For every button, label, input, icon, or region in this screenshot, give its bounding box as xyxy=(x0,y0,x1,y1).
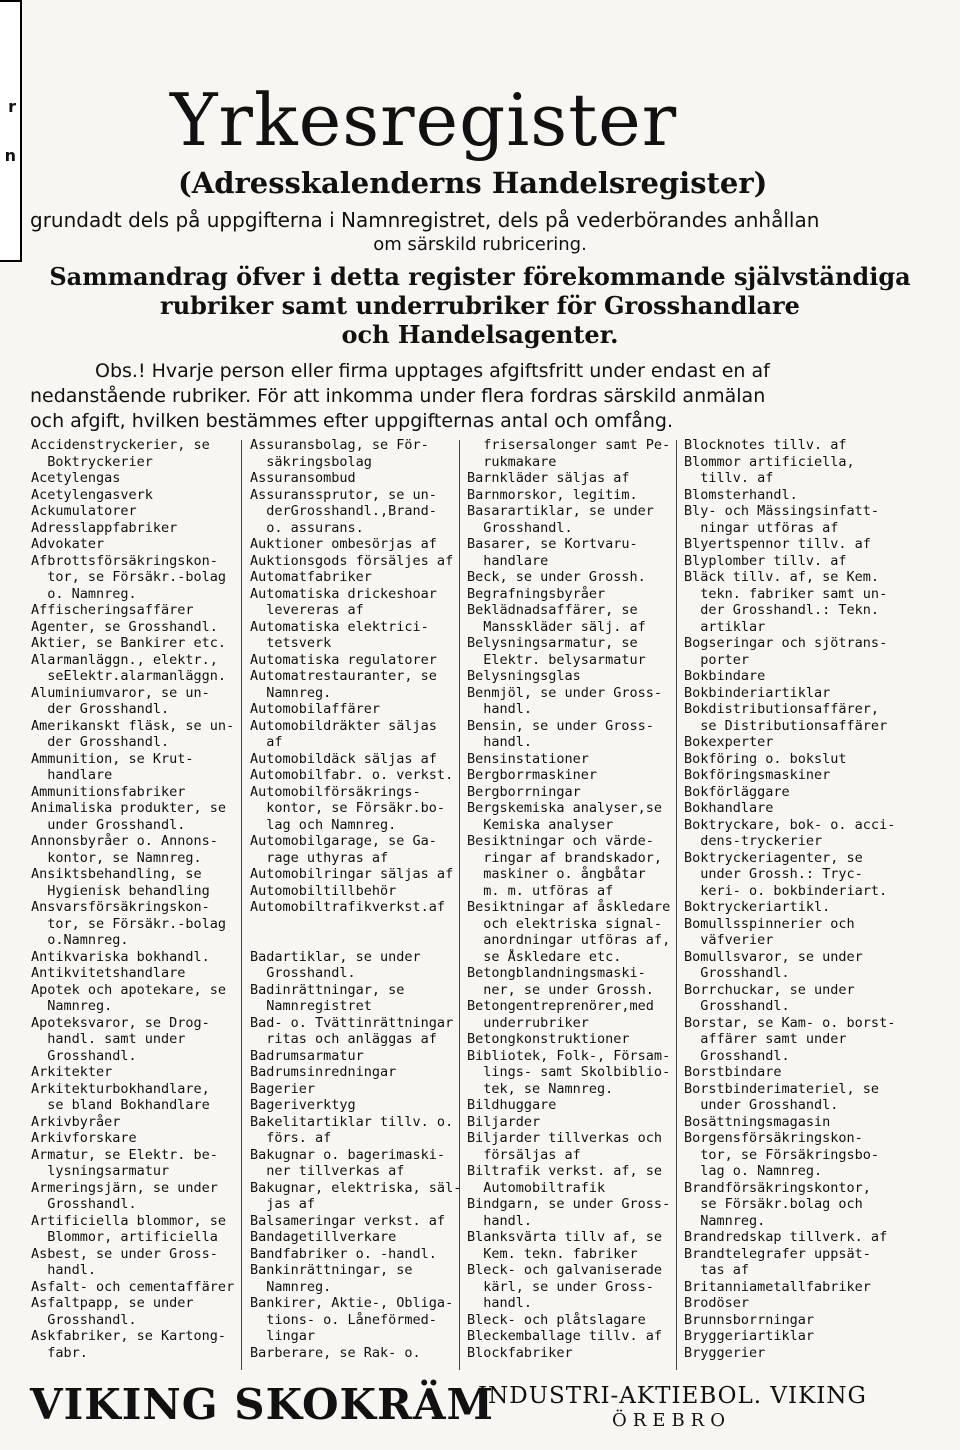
register-entry-line: Bläck tillv. af, se Kem. xyxy=(684,569,880,585)
register-entry-line: Badartiklar, se under xyxy=(250,948,421,965)
register-entry-line: se Åskledare etc. xyxy=(467,948,622,965)
register-entry-line: Basarer, se Kortvaru- xyxy=(467,536,638,552)
register-entry-line: Armeringsjärn, se under xyxy=(31,1179,218,1196)
register-entry-line: Automatrestauranter, se xyxy=(250,668,437,684)
register-entry-line: Brandförsäkringskontor, xyxy=(684,1179,871,1196)
register-entry-line: se Försäkr.bolag och xyxy=(684,1196,863,1212)
register-entry-line: Bokföringsmaskiner xyxy=(684,767,831,783)
obs-line-3: och afgift, hvilken bestämmes efter uppgifternas antal och omfång. xyxy=(30,410,674,432)
register-entry-line: Bakelitartiklar tillv. o. xyxy=(250,1113,454,1130)
register-entry-line: handl. xyxy=(467,734,533,750)
summary-line-1: Sammandrag öfver i detta register förekommande självständiga xyxy=(49,262,911,291)
register-entry-line: Asbest, se under Gross- xyxy=(31,1245,218,1262)
register-entry-line: Asfalt- och cementaffärer xyxy=(31,1278,235,1295)
register-entry-line: Blockfabriker xyxy=(467,1344,573,1361)
register-entry-line: handl. xyxy=(467,1212,533,1229)
register-entry-line: Antikvariska bokhandl. xyxy=(31,948,210,965)
register-entry-line: Bergborrningar xyxy=(467,783,581,800)
register-entry-line: se bland Bokhandlare xyxy=(31,1097,210,1113)
register-entry-line: tor, se Försäkringsbo- xyxy=(684,1146,880,1163)
intro-line-2: om särskild rubricering. xyxy=(373,234,587,255)
register-entry-line: Bryggerier xyxy=(684,1344,766,1361)
register-entry-line: Automatiska elektrici- xyxy=(250,618,429,635)
register-entry-line: tor, se Försäkr.-bolag xyxy=(31,915,227,932)
register-entry-line: ringar af brandskador, xyxy=(467,849,663,866)
register-entry-line: Grosshandl. xyxy=(684,1047,790,1064)
register-entry-line: maskiner o. ångbåtar xyxy=(467,866,646,882)
register-entry-line: Brandredskap tillverk. af xyxy=(684,1229,888,1245)
register-entry-line: Bosättningsmagasin xyxy=(684,1113,831,1130)
register-entry-line: Namnregistret xyxy=(250,998,372,1014)
register-entry-line: Bergskemiska analyser,se xyxy=(467,800,663,816)
register-entry-line: Mansskläder sälj. af xyxy=(467,618,646,635)
register-entry-line: Advokater xyxy=(31,536,105,552)
register-entry-line: Bokföring o. bokslut xyxy=(684,750,847,767)
register-entry-line: Assuransbolag, se För- xyxy=(250,437,429,453)
advertisement-brand: VIKING SKOKRÄM xyxy=(30,1380,495,1429)
register-entry-line: Annonsbyråer o. Annons- xyxy=(31,833,218,849)
register-entry-line: under Grosshandl. xyxy=(684,1097,839,1113)
side-tab-letter-2: n xyxy=(4,146,16,165)
register-entry-line: Borstbindare xyxy=(684,1064,782,1080)
register-entry-line: artiklar xyxy=(684,618,766,635)
register-entry-line: kontor, se Försäkr.bo- xyxy=(250,800,446,816)
register-entry-line: ningar utföras af xyxy=(684,519,839,536)
register-entry-line: Grosshandl. xyxy=(467,519,573,536)
register-entry-line: Boktryckare, bok- o. acci- xyxy=(684,816,896,833)
register-entry-line: Ammunition, se Krut- xyxy=(31,750,194,767)
register-entry-line: handl. xyxy=(467,1295,533,1311)
register-entry-line: Badrumsinredningar xyxy=(250,1064,397,1080)
register-entry-line: lings- samt Skolbiblio- xyxy=(467,1064,671,1080)
register-entry-line: ner, se under Grossh. xyxy=(467,981,654,998)
register-entry-line: Bleckemballage tillv. af xyxy=(467,1328,663,1344)
register-entry-line: Bankinrättningar, se xyxy=(250,1262,413,1278)
register-entry-line: Automatiska regulatorer xyxy=(250,651,437,668)
register-entry-line: och elektriska signal- xyxy=(467,915,663,932)
register-entry-line: Betongblandningsmaski- xyxy=(467,965,646,981)
register-entry-line: Bagerier xyxy=(250,1080,316,1097)
register-entry-line: Bensin, se under Gross- xyxy=(467,717,654,734)
side-tab xyxy=(0,0,22,262)
register-entry-line: Bogseringar och sjötrans- xyxy=(684,635,888,651)
register-entry-line: lag och Namnreg. xyxy=(250,816,397,833)
register-entry-line: Apoteksvaror, se Drog- xyxy=(31,1014,210,1031)
register-entry-line: Bageriverktyg xyxy=(250,1097,356,1113)
register-column-3 xyxy=(467,437,682,1361)
register-entry-line: Bindgarn, se under Gross- xyxy=(467,1196,671,1212)
register-entry-line: Bokbindare xyxy=(684,668,766,684)
obs-line-1: Obs.! Hvarje person eller firma upptages afgiftsfritt under endast en af xyxy=(95,360,770,382)
register-entry-line: Bokhandlare xyxy=(684,800,774,816)
register-entry-line: af xyxy=(250,734,283,750)
register-entry-line: Kemiska analyser xyxy=(467,816,614,833)
register-entry-line: tekn. fabriker samt un- xyxy=(684,585,888,602)
register-entry-line: Aluminiumvaror, se un- xyxy=(31,684,210,701)
register-column-2 xyxy=(250,437,465,1361)
register-entry-line: Grosshandl. xyxy=(31,1047,137,1064)
register-entry-line: Badinrättningar, se xyxy=(250,981,405,998)
register-entry-line: frisersalonger samt Pe- xyxy=(467,437,671,453)
register-entry-line: Besiktningar och värde- xyxy=(467,833,654,849)
register-entry-line: under Grossh.: Tryc- xyxy=(684,866,863,882)
register-entry-line: m. m. utföras af xyxy=(467,882,614,899)
register-entry-line: Borstbinderimateriel, se xyxy=(684,1080,880,1097)
register-entry-line: affärer samt under xyxy=(684,1031,847,1047)
register-entry-line: Balsameringar verkst. af xyxy=(250,1212,446,1229)
register-entry-line: o.Namnreg. xyxy=(31,932,129,948)
register-entry-line: Benmjöl, se under Gross- xyxy=(467,684,663,701)
register-entry-line: jas af xyxy=(250,1196,316,1212)
summary-line-3: och Handelsagenter. xyxy=(341,320,619,349)
register-entry-line: Automobiltrafikverkst.af xyxy=(250,899,446,915)
register-entry-line: Bly- och Mässingsinfatt- xyxy=(684,503,880,519)
register-entry-line: Bokdistributionsaffärer, xyxy=(684,701,880,717)
register-entry-line: Arkivforskare xyxy=(31,1130,137,1146)
register-entry-line: fabr. xyxy=(31,1344,88,1361)
register-entry-line: keri- o. bokbinderiart. xyxy=(684,882,888,899)
register-entry-line: Acetylengas xyxy=(31,470,121,486)
register-entry-line: kontor, se Namnreg. xyxy=(31,849,202,866)
register-entry-line: Britanniametallfabriker xyxy=(684,1278,871,1295)
register-entry-line: Bleck- och galvaniserade xyxy=(467,1262,663,1278)
register-entry-line: handl. xyxy=(467,701,533,717)
register-entry-line: Beck, se under Grossh. xyxy=(467,569,646,585)
register-entry-line: Blocknotes tillv. af xyxy=(684,437,847,453)
register-entry-line: Brodöser xyxy=(684,1295,750,1311)
register-entry-line: seElektr.alarmanläggn. xyxy=(31,668,227,684)
register-entry-line: dens-tryckerier xyxy=(684,833,823,849)
register-entry-line: Besiktningar af åskledare xyxy=(467,899,671,915)
register-entry-line: o. assurans. xyxy=(250,519,364,536)
register-entry-line: Arkitekturbokhandlare, xyxy=(31,1080,210,1097)
register-entry-line: Apotek och apotekare, se xyxy=(31,981,227,998)
advertisement-city: ÖREBRO xyxy=(612,1410,731,1431)
register-entry-line: Biljarder xyxy=(467,1113,541,1130)
register-entry-line: Namnreg. xyxy=(250,1278,332,1295)
register-entry-line: Barnkläder säljas af xyxy=(467,470,630,486)
register-entry-line: der Grosshandl.: Tekn. xyxy=(684,602,880,618)
register-entry-line: Automobilringar säljas af xyxy=(250,866,454,882)
register-entry-line: Belysningsarmatur, se xyxy=(467,635,638,651)
register-entry-line: se Distributionsaffärer xyxy=(684,717,888,734)
register-entry-line: Bryggeriartiklar xyxy=(684,1328,815,1344)
register-entry-line: Agenter, se Grosshandl. xyxy=(31,618,218,635)
register-entry-line: försäljas af xyxy=(467,1146,581,1163)
register-entry-line: Kem. tekn. fabriker xyxy=(467,1245,638,1262)
register-entry-line: Bomullsvaror, se under xyxy=(684,948,863,965)
register-entry-line: lysningsarmatur xyxy=(31,1163,170,1179)
register-entry-line: Borgensförsäkringskon- xyxy=(684,1130,863,1146)
register-entry-line: Adresslappfabriker xyxy=(31,519,178,536)
register-entry-line: Blanksvärta tillv af, se xyxy=(467,1229,663,1245)
register-entry-line: Auktioner ombesörjas af xyxy=(250,536,437,552)
register-entry-line: Namnreg. xyxy=(684,1212,766,1229)
register-entry-line: Bandfabriker o. -handl. xyxy=(250,1245,437,1262)
register-entry-line: Artificiella blommor, se xyxy=(31,1212,227,1229)
register-entry-line: handlare xyxy=(31,767,113,783)
register-entry-line: Begrafningsbyråer xyxy=(467,585,606,602)
register-entry-line: Bokförläggare xyxy=(684,783,790,800)
register-entry-line: Blyertspennor tillv. af xyxy=(684,536,871,552)
register-entry-line: väfverier xyxy=(684,932,774,948)
advertisement-company: INDUSTRI-AKTIEBOL. VIKING xyxy=(478,1383,867,1409)
register-entry-line: Bildhuggare xyxy=(467,1097,557,1113)
register-entry-line: Grosshandl. xyxy=(684,965,790,981)
obs-line-2: nedanstående rubriker. För att inkomma under flera fordras särskild anmälan xyxy=(30,385,766,407)
register-entry-line: förs. af xyxy=(250,1130,332,1146)
register-entry-line: Arkivbyråer xyxy=(31,1113,121,1130)
register-entry-line: Automobilaffärer xyxy=(250,701,381,717)
register-entry-line: handl. xyxy=(31,1262,97,1278)
register-entry-line: Bibliotek, Folk-, Försam- xyxy=(467,1047,671,1064)
register-entry-line: Alarmanläggn., elektr., xyxy=(31,651,218,668)
register-entry-line: ritas och anläggas af xyxy=(250,1031,437,1047)
register-entry-line: Grosshandl. xyxy=(684,998,790,1014)
register-entry-line: Belysningsglas xyxy=(467,668,581,684)
register-entry-line: o. Namnreg. xyxy=(31,585,137,602)
register-entry-line: Boktryckeriartikl. xyxy=(684,899,831,915)
register-entry-line: Ansiktsbehandling, se xyxy=(31,866,202,882)
register-entry-line: Blommor, artificiella xyxy=(31,1229,218,1245)
register-column-1 xyxy=(31,437,246,1361)
register-entry-line: tetsverk xyxy=(250,635,332,651)
register-entry-line: Bokexperter xyxy=(684,734,774,750)
register-entry-line: Barnmorskor, legitim. xyxy=(467,486,638,503)
register-entry-line: under Grosshandl. xyxy=(31,816,186,833)
register-entry-line xyxy=(250,932,465,949)
register-entry-line: Biltrafik verkst. af, se xyxy=(467,1163,663,1179)
page-title: Yrkesregister xyxy=(170,78,678,162)
register-entry-line: Brandtelegrafer uppsät- xyxy=(684,1245,871,1262)
register-entry-line: Automatfabriker xyxy=(250,569,372,585)
register-entry-line: Automobildräkter säljas xyxy=(250,717,437,734)
register-entry-line: Bakugnar, elektriska, säl- xyxy=(250,1179,462,1196)
register-entry-line: Ammunitionsfabriker xyxy=(31,783,186,800)
register-entry-line: Antikvitetshandlare xyxy=(31,965,186,981)
register-entry-line: der Grosshandl. xyxy=(31,701,170,717)
register-entry-line: Bleck- och plåtslagare xyxy=(467,1311,646,1328)
summary-line-2: rubriker samt underrubriker för Grosshandlare xyxy=(160,291,800,320)
register-entry-line: Accidenstryckerier, se xyxy=(31,437,210,453)
register-entry-line: porter xyxy=(684,651,750,668)
register-entry-line: levereras af xyxy=(250,602,364,618)
register-entry-line: Assuranssprutor, se un- xyxy=(250,486,437,503)
register-entry-line: Grosshandl. xyxy=(31,1196,137,1212)
register-entry-line: Bensinstationer xyxy=(467,750,589,767)
register-entry-line: Betongkonstruktioner xyxy=(467,1031,630,1047)
intro-line-1: grundadt dels på uppgifterna i Namnregistret, dels på vederbörandes anhållan xyxy=(30,208,820,232)
register-entry-line: lingar xyxy=(250,1328,316,1344)
register-entry-line: Bankirer, Aktie-, Obliga- xyxy=(250,1295,454,1311)
register-entry-line: Bergborrmaskiner xyxy=(467,767,598,783)
register-entry-line: Automobilförsäkrings- xyxy=(250,783,421,800)
register-entry-line: Askfabriker, se Kartong- xyxy=(31,1328,227,1344)
register-entry-line: ner tillverkas af xyxy=(250,1163,405,1179)
register-entry-line: Aktier, se Bankirer etc. xyxy=(31,635,227,651)
register-entry-line: tions- o. Låneförmed- xyxy=(250,1311,437,1328)
register-entry-line: Automobiltillbehör xyxy=(250,882,397,899)
register-entry-line: kärl, se under Gross- xyxy=(467,1278,654,1295)
register-entry-line: Automobildäck säljas af xyxy=(250,750,437,767)
register-entry-line: Basarartiklar, se under xyxy=(467,503,654,519)
register-entry-line: Acetylengasverk xyxy=(31,486,153,503)
register-entry-line: underrubriker xyxy=(467,1014,589,1031)
register-entry-line: Auktionsgods försäljes af xyxy=(250,552,454,569)
register-column-4 xyxy=(684,437,899,1361)
register-entry-line: Biljarder tillverkas och xyxy=(467,1130,663,1146)
register-entry-line: Grosshandl. xyxy=(31,1311,137,1328)
register-entry-line: Betongentreprenörer,med xyxy=(467,998,654,1014)
register-entry-line xyxy=(250,916,465,933)
page-subtitle: (Adresskalenderns Handelsregister) xyxy=(178,166,768,200)
register-entry-line: Boktryckerier xyxy=(31,453,153,470)
register-entry-line: Blomsterhandl. xyxy=(684,486,798,503)
register-entry-line: Bokbinderiartiklar xyxy=(684,684,831,701)
register-entry-line: Brunnsborrningar xyxy=(684,1311,815,1328)
register-entry-line: Barberare, se Rak- o. xyxy=(250,1344,421,1361)
register-entry-line: Affischeringsaffärer xyxy=(31,602,194,618)
register-entry-line: Automobilgarage, se Ga- xyxy=(250,833,437,849)
register-entry-line: Animaliska produkter, se xyxy=(31,800,227,816)
register-entry-line: Borstar, se Kam- o. borst- xyxy=(684,1014,896,1031)
register-entry-line: der Grosshandl. xyxy=(31,734,170,750)
register-entry-line: Afbrottsförsäkringskon- xyxy=(31,552,218,569)
register-entry-line: tas af xyxy=(684,1262,750,1278)
register-entry-line: derGrosshandl.,Brand- xyxy=(250,503,437,519)
register-entry-line: tor, se Försäkr.-bolag xyxy=(31,569,227,585)
register-entry-line: Assuransombud xyxy=(250,470,356,486)
register-entry-line: tek, se Namnreg. xyxy=(467,1080,614,1097)
register-entry-line: Bandagetillverkare xyxy=(250,1229,397,1245)
register-entry-line: Borrchuckar, se under xyxy=(684,981,855,998)
register-entry-line: anordningar utföras af, xyxy=(467,932,671,948)
register-entry-line: Ackumulatorer xyxy=(31,503,137,519)
register-entry-line: handlare xyxy=(467,552,549,569)
register-entry-line: Blommor artificiella, xyxy=(684,453,855,470)
register-entry-line: Bad- o. Tvättinrättningar xyxy=(250,1014,454,1031)
register-entry-line: Automatiska drickeshoar xyxy=(250,585,437,602)
register-entry-line: Bomullsspinnerier och xyxy=(684,915,855,932)
register-entry-line: Hygienisk behandling xyxy=(31,882,210,899)
side-tab-letter-1: r xyxy=(8,97,16,116)
register-entry-line: säkringsbolag xyxy=(250,453,372,470)
register-entry-line: Namnreg. xyxy=(31,998,113,1014)
register-entry-line: Boktryckeriagenter, se xyxy=(684,849,863,866)
register-entry-line: Arkitekter xyxy=(31,1064,113,1080)
register-entry-line: Badrumsarmatur xyxy=(250,1047,364,1064)
register-entry-line: handl. samt under xyxy=(31,1031,186,1047)
register-entry-line: Bakugnar o. bagerimaski- xyxy=(250,1146,446,1163)
register-entry-line: Namnreg. xyxy=(250,684,332,701)
register-entry-line: Ansvarsförsäkringskon- xyxy=(31,899,210,915)
register-entry-line: Elektr. belysarmatur xyxy=(467,651,646,668)
register-entry-line: Beklädnadsaffärer, se xyxy=(467,602,638,618)
register-entry-line: Grosshandl. xyxy=(250,965,356,981)
register-entry-line: Amerikanskt fläsk, se un- xyxy=(31,717,235,734)
register-entry-line: Armatur, se Elektr. be- xyxy=(31,1146,218,1163)
register-entry-line: tillv. af xyxy=(684,470,774,486)
register-entry-line: rukmakare xyxy=(467,453,557,470)
register-entry-line: lag o. Namnreg. xyxy=(684,1163,823,1179)
register-entry-line: Asfaltpapp, se under xyxy=(31,1295,194,1311)
register-entry-line: rage uthyras af xyxy=(250,849,389,866)
register-entry-line: Blyplomber tillv. af xyxy=(684,552,847,569)
register-entry-line: Automobiltrafik xyxy=(467,1179,606,1196)
register-entry-line: Automobilfabr. o. verkst. xyxy=(250,767,454,783)
